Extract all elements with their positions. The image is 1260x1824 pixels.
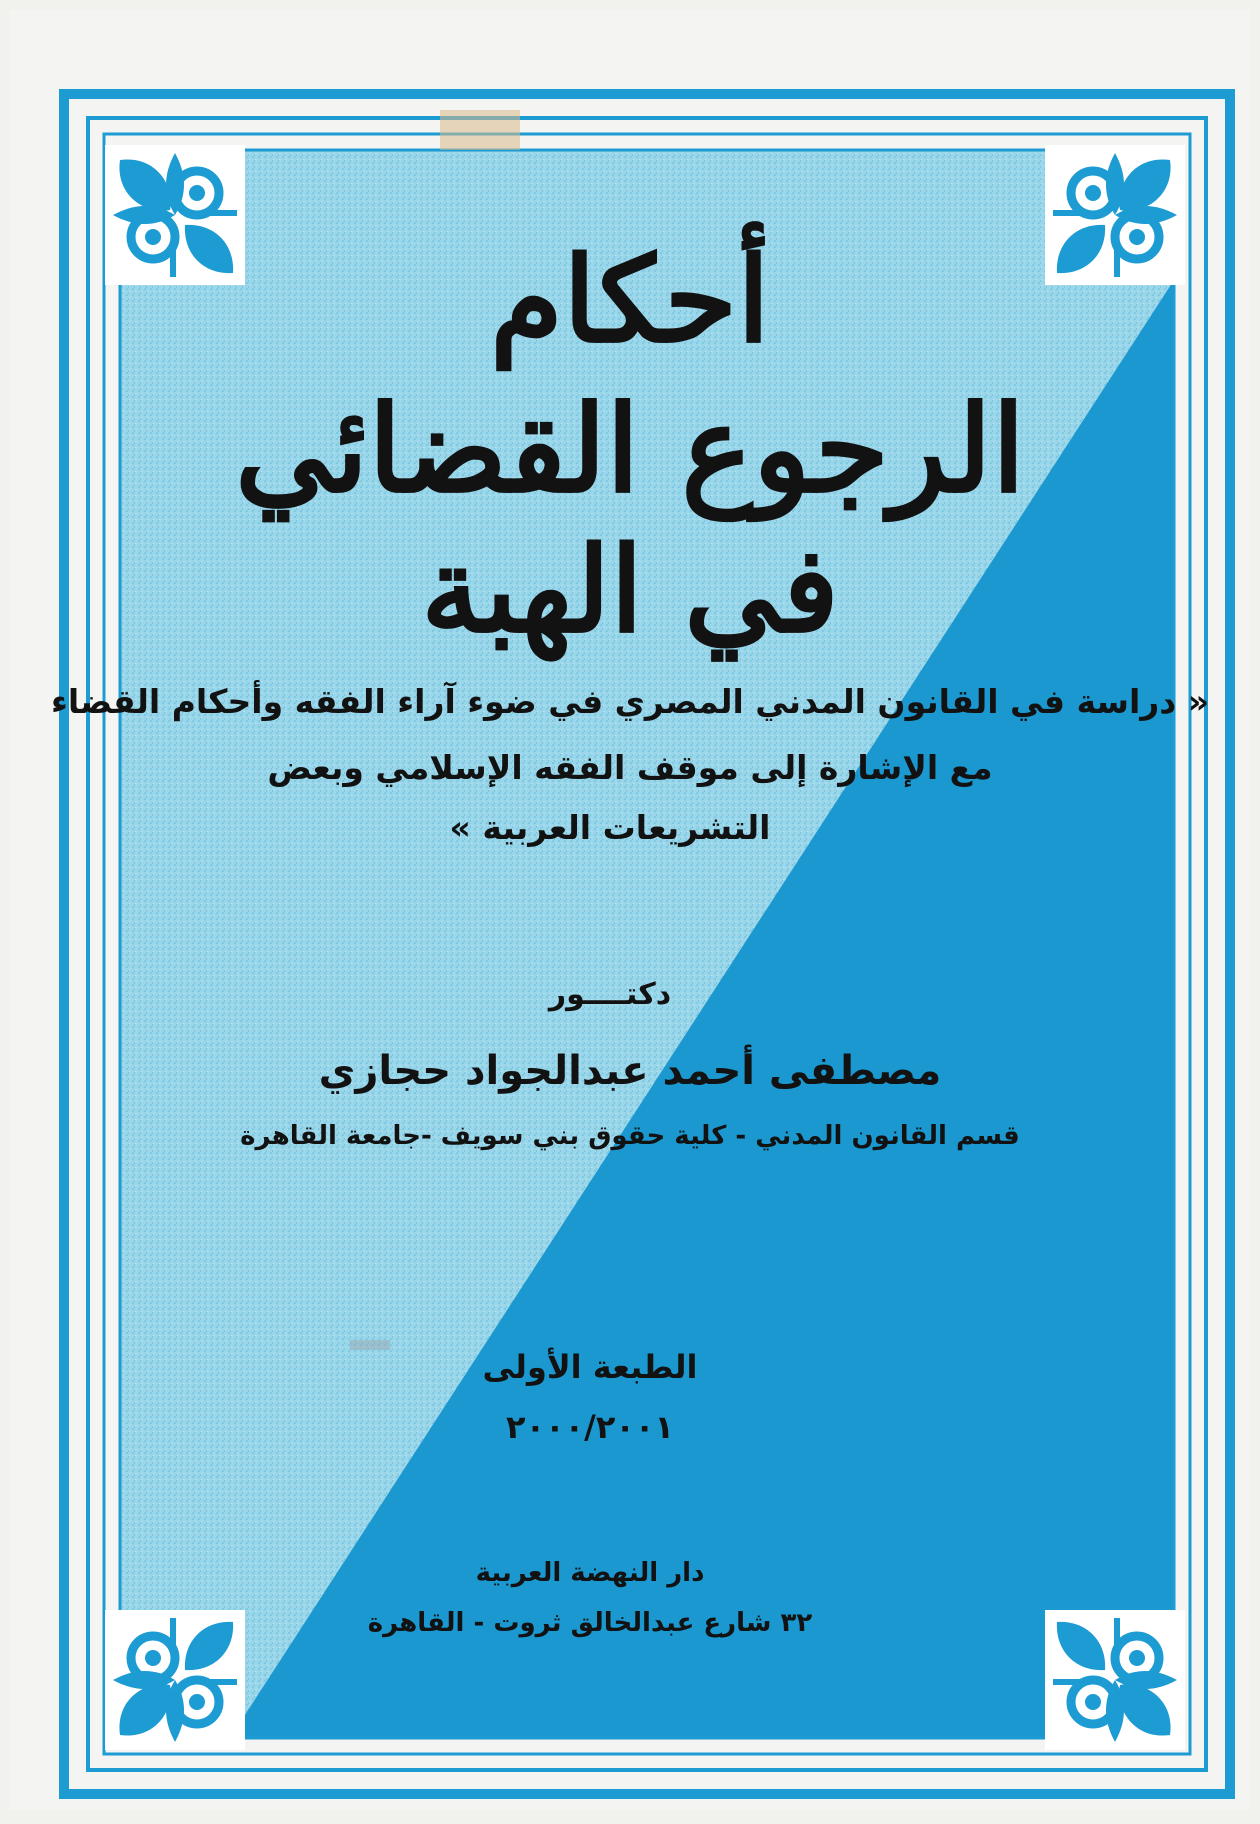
subtitle-line-1: « دراسة في القانون المدني المصري في ضوء آراء الفقه وأحكام القضاء: [50, 682, 1210, 721]
book-title-line-1: أحكام: [490, 230, 770, 369]
edition-year: ٢٠٠٠/٢٠٠١: [506, 1408, 674, 1446]
book-title-line-3: في الهبة: [421, 520, 839, 659]
publisher-address: ٣٢ شارع عبدالخالق ثروت - القاهرة: [367, 1608, 813, 1638]
book-title-line-2: الرجوع القضائي: [234, 379, 1026, 520]
author-affiliation: قسم القانون المدني - كلية حقوق بني سويف -جامعة القاهرة: [240, 1121, 1020, 1151]
edition-label: الطبعة الأولى: [482, 1348, 698, 1386]
author-name: مصطفى أحمد عبدالجواد حجازي: [318, 1048, 942, 1094]
publisher-name: دار النهضة العربية: [475, 1558, 705, 1588]
subtitle-line-2: مع الإشارة إلى موقف الفقه الإسلامي وبعض: [267, 748, 993, 787]
subtitle-line-3: التشريعات العربية »: [449, 808, 771, 847]
author-degree: دكتــــور: [548, 977, 672, 1012]
